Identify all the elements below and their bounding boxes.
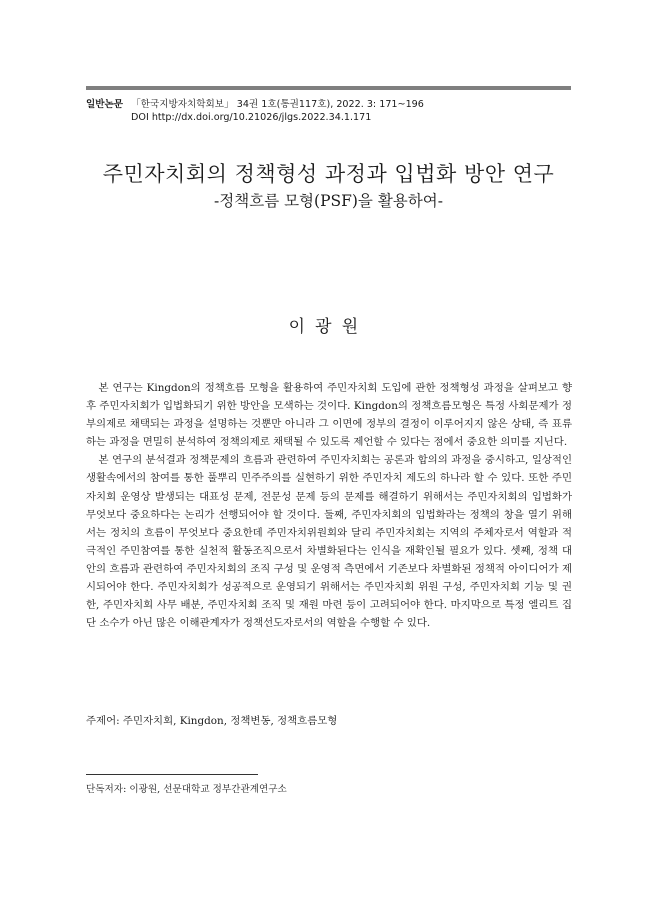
footnote-rule: [86, 774, 258, 775]
abstract: [86, 379, 572, 632]
author-footnote: 단독저자: 이광원, 선문대학교 정부간관계연구소: [86, 784, 287, 795]
abstract-paragraph-2: 본 연구의 분석결과 정책문제의 흐름과 관련하여 주민자치회는 공론과 합의의 과정을 중시하고, 일상적인 생활속에서의 참여를 통한 풀뿌리 민주주의를 실현하기 위한 주민자치 제도의 하나라 할 수 있다. 또한 주민자치회 운영상 발생되는 대표성 문제, 전문성 문제 등의 문제를 해결하기 위해서는 주민자치회의 입법화가 무엇보다 중요하다는 논리가 선행되어야 할 것이다. 둘째, 주민자치회의 입법화라는 정책의 창을 열기 위해서는 정치의 흐름이 무엇보다 중요한데 주민자치위원회와 달리 주민자치회는 지역의 주체자로서 역할과 적극적인 주민참여를 통한 실천적 활동조직으로서 차별화된다는 인식을 재확인될 필요가 있다. 셋째, 정책 대안의 흐름과 관련하여 주민자치회의 조직 구성 및 운영적 측면에서 기존보다 차별화된 정책적 아이디어가 제시되어야 한다. 주민자치회가 성공적으로 운영되기 위해서는 주민자치회 위원 구성, 주민자치회 기능 및 권한, 주민자치회 사무 배분, 주민자치회 조직 및 재원 마련 등이 고려되어야 한다. 마지막으로 특정 엘리트 집단 소수가 아닌 많은 이해관계자가 정책선도자로서의 역할을 수행할 수 있다.: [86, 454, 572, 630]
header-rule: [86, 86, 571, 90]
journal-header: [86, 98, 586, 124]
article-category: 일반논문: [86, 99, 124, 110]
journal-citation: 「한국지방자치학회보」 34권 1호(통권117호), 2022. 3: 171~196: [131, 99, 424, 110]
paper-subtitle: -정책흐름 모형(PSF)을 활용하여-: [214, 192, 443, 210]
author-name: 이광원: [288, 317, 369, 337]
keywords: 주제어: 주민자치회, Kingdon, 정책변동, 정책흐름모형: [86, 715, 338, 727]
doi-link[interactable]: DOI http://dx.doi.org/10.21026/jlgs.2022.34.1.171: [131, 112, 372, 123]
abstract-paragraph-1: 본 연구는 Kingdon의 정책흐름 모형을 활용하여 주민자치회 도입에 관한 정책형성 과정을 살펴보고 향후 주민자치회가 입법화되기 위한 방안을 모색하는 것이다. Kingdon의 정책흐름모형은 특정 사회문제가 정부의제로 채택되는 과정을 설명하는 것뿐만 아니라 그 이면에 정부의 결정이 이루어지지 않은 상태, 즉 표류하는 과정을 면밀히 분석하여 정책의제로 채택될 수 있도록 제언할 수 있다는 점에서 중요한 의미를 지닌다.: [86, 382, 572, 449]
paper-title: 주민자치회의 정책형성 과정과 입법화 방안 연구: [102, 162, 555, 186]
